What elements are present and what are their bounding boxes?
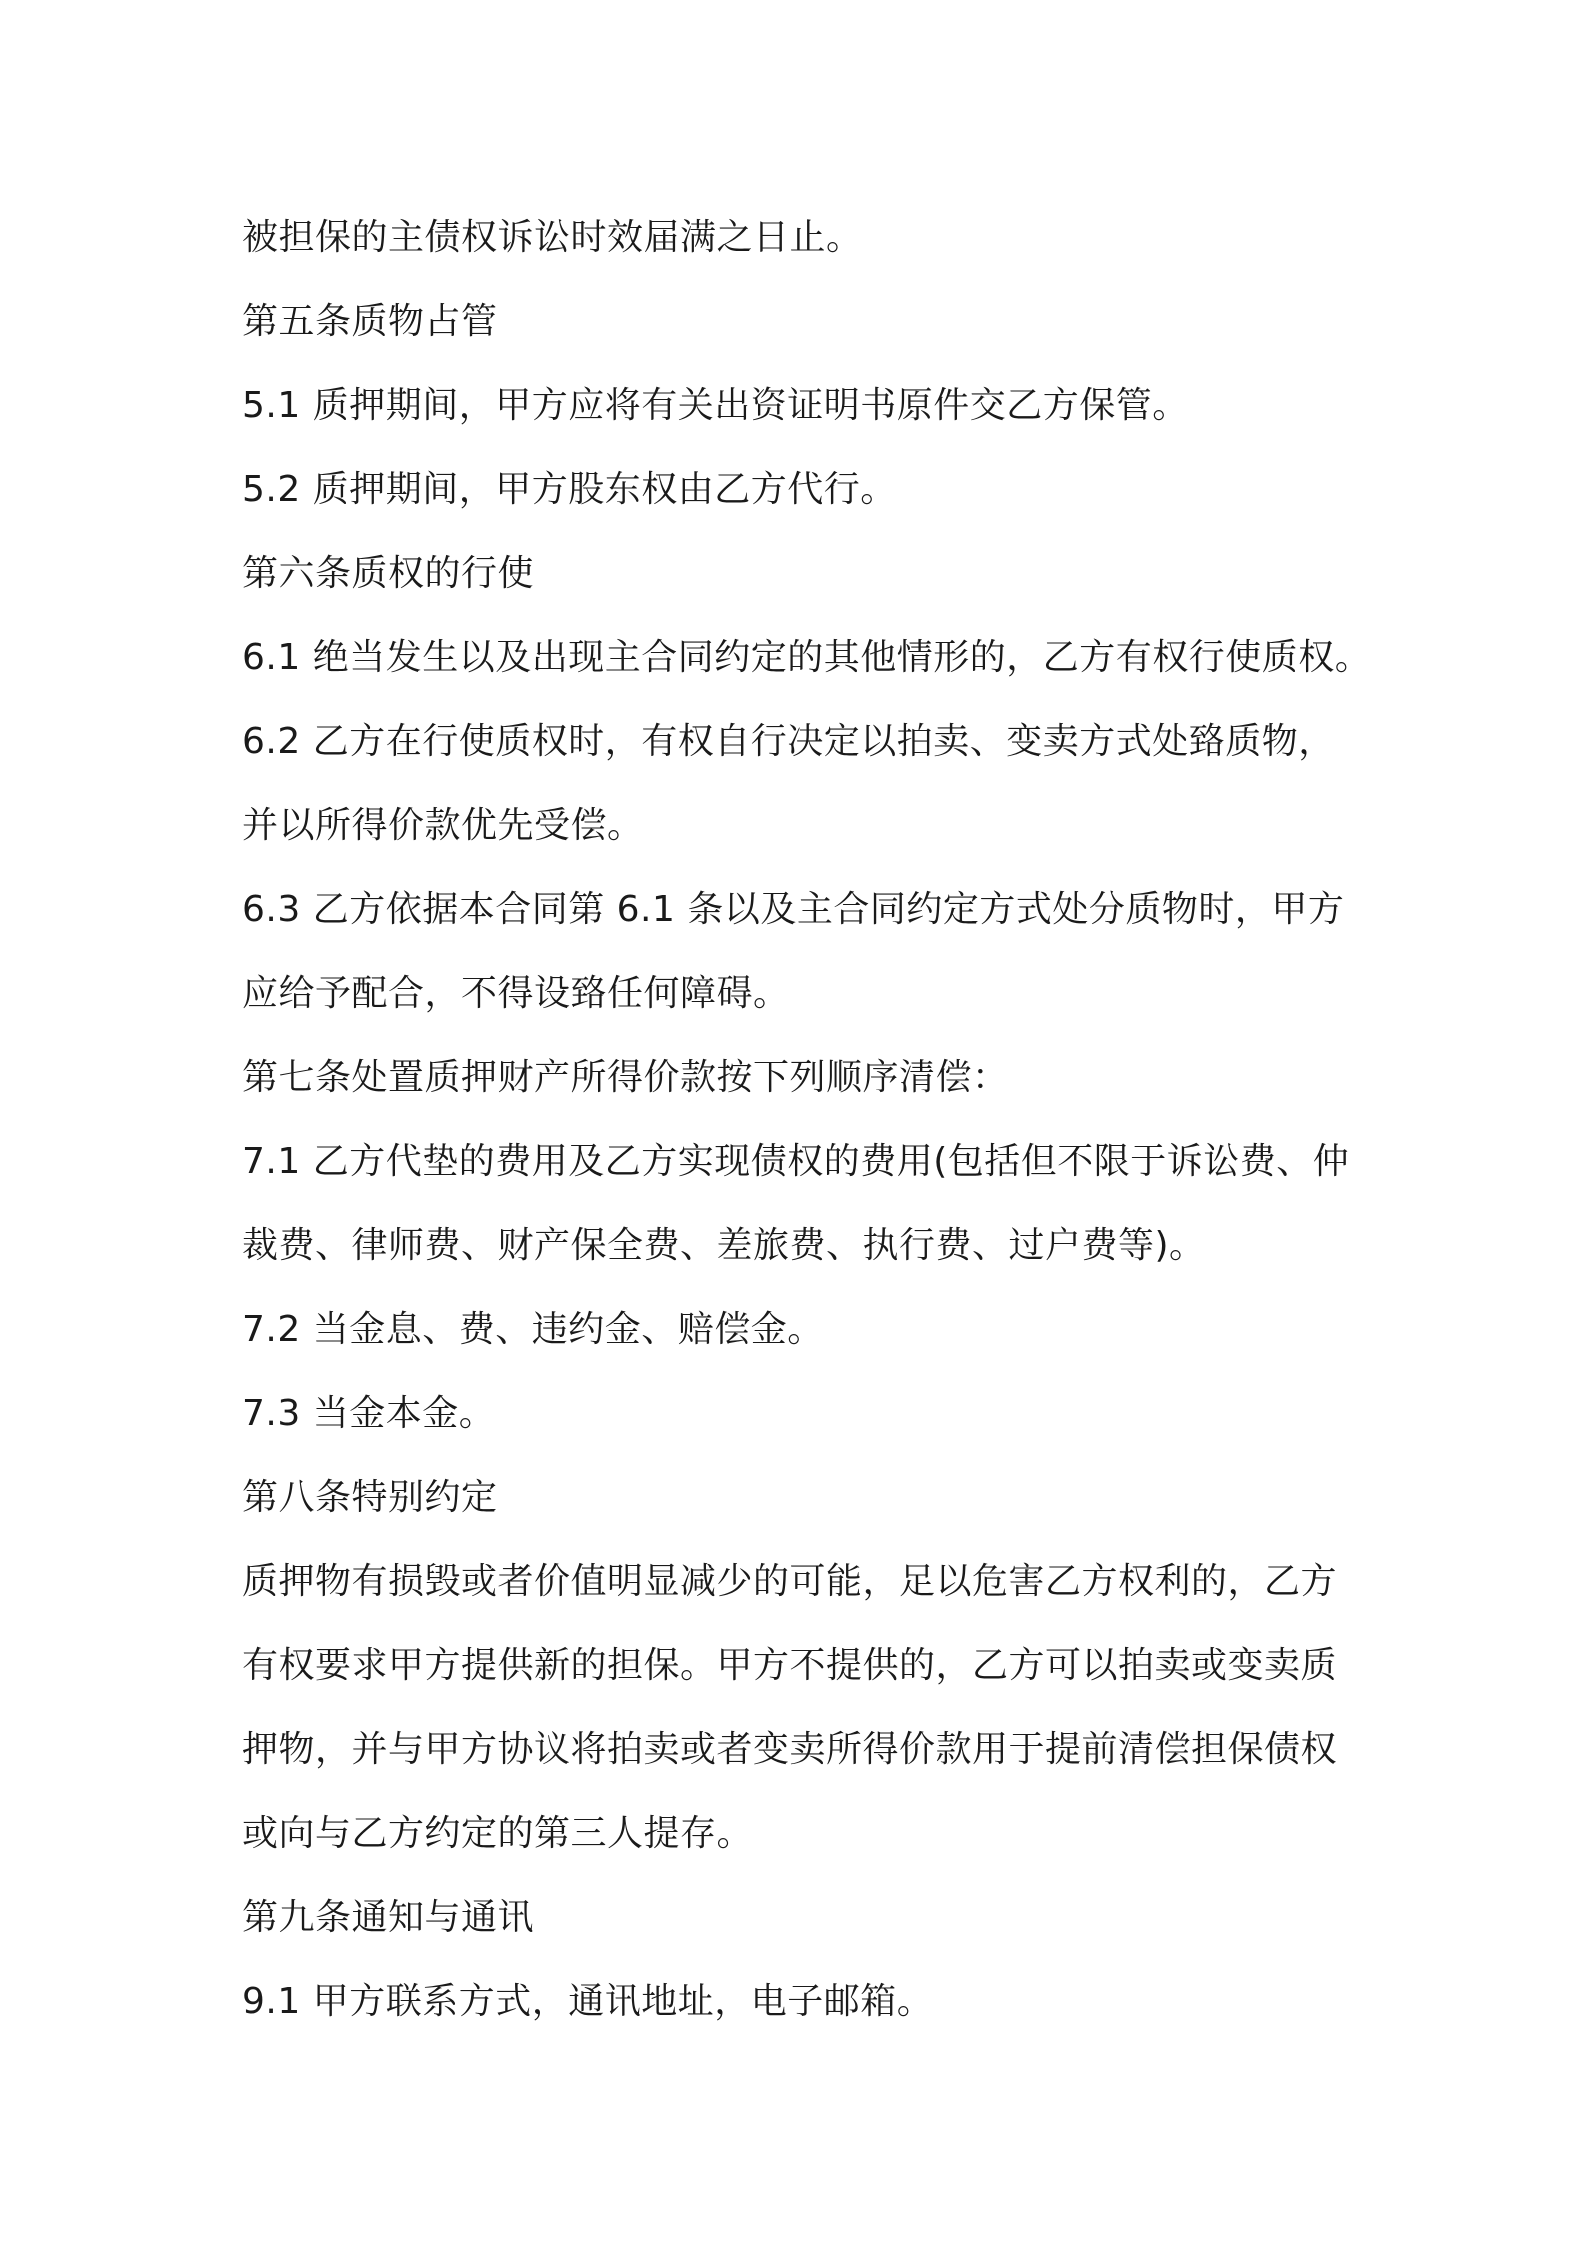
section-heading: 第九条通知与通讯 xyxy=(242,1897,535,1938)
section-heading: 第五条质物占管 xyxy=(242,301,498,342)
section-heading: 第八条特别约定 xyxy=(242,1477,498,1518)
clause-line: 5.2 质押期间，甲方股东权由乙方代行。 xyxy=(242,469,897,510)
clause-line: 有权要求甲方提供新的担保。甲方不提供的，乙方可以拍卖或变卖质 xyxy=(242,1645,1338,1686)
clause-line: 7.2 当金息、费、违约金、赔偿金。 xyxy=(242,1309,824,1350)
clause-line: 6.1 绝当发生以及出现主合同约定的其他情形的，乙方有权行使质权。 xyxy=(242,637,1372,678)
clause-line: 并以所得价款优先受偿。 xyxy=(242,805,644,846)
clause-line: 7.1 乙方代垫的费用及乙方实现债权的费用(包括但不限于诉讼费、仲 xyxy=(242,1141,1350,1182)
clause-line: 或向与乙方约定的第三人提存。 xyxy=(242,1813,754,1854)
clause-line: 9.1 甲方联系方式，通讯地址，电子邮箱。 xyxy=(242,1981,934,2022)
clause-line: 质押物有损毁或者价值明显减少的可能，足以危害乙方权利的，乙方 xyxy=(242,1561,1338,1602)
clause-line: 6.3 乙方依据本合同第 6.1 条以及主合同约定方式处分质物时，甲方 xyxy=(242,889,1345,930)
clause-line: 6.2 乙方在行使质权时，有权自行决定以拍卖、变卖方式处臵质物， xyxy=(242,721,1335,762)
document-body xyxy=(242,196,1372,2044)
clause-line: 裁费、律师费、财产保全费、差旅费、执行费、过户费等)。 xyxy=(242,1225,1206,1266)
clause-line: 应给予配合，不得设臵任何障碍。 xyxy=(242,973,790,1014)
clause-line: 5.1 质押期间，甲方应将有关出资证明书原件交乙方保管。 xyxy=(242,385,1189,426)
section-heading: 第六条质权的行使 xyxy=(242,553,535,594)
text-line: 被担保的主债权诉讼时效届满之日止。 xyxy=(242,217,863,258)
section-heading: 第七条处置质押财产所得价款按下列顺序清偿： xyxy=(242,1057,1009,1098)
clause-line: 7.3 当金本金。 xyxy=(242,1393,496,1434)
clause-line: 押物，并与甲方协议将拍卖或者变卖所得价款用于提前清偿担保债权 xyxy=(242,1729,1338,1770)
